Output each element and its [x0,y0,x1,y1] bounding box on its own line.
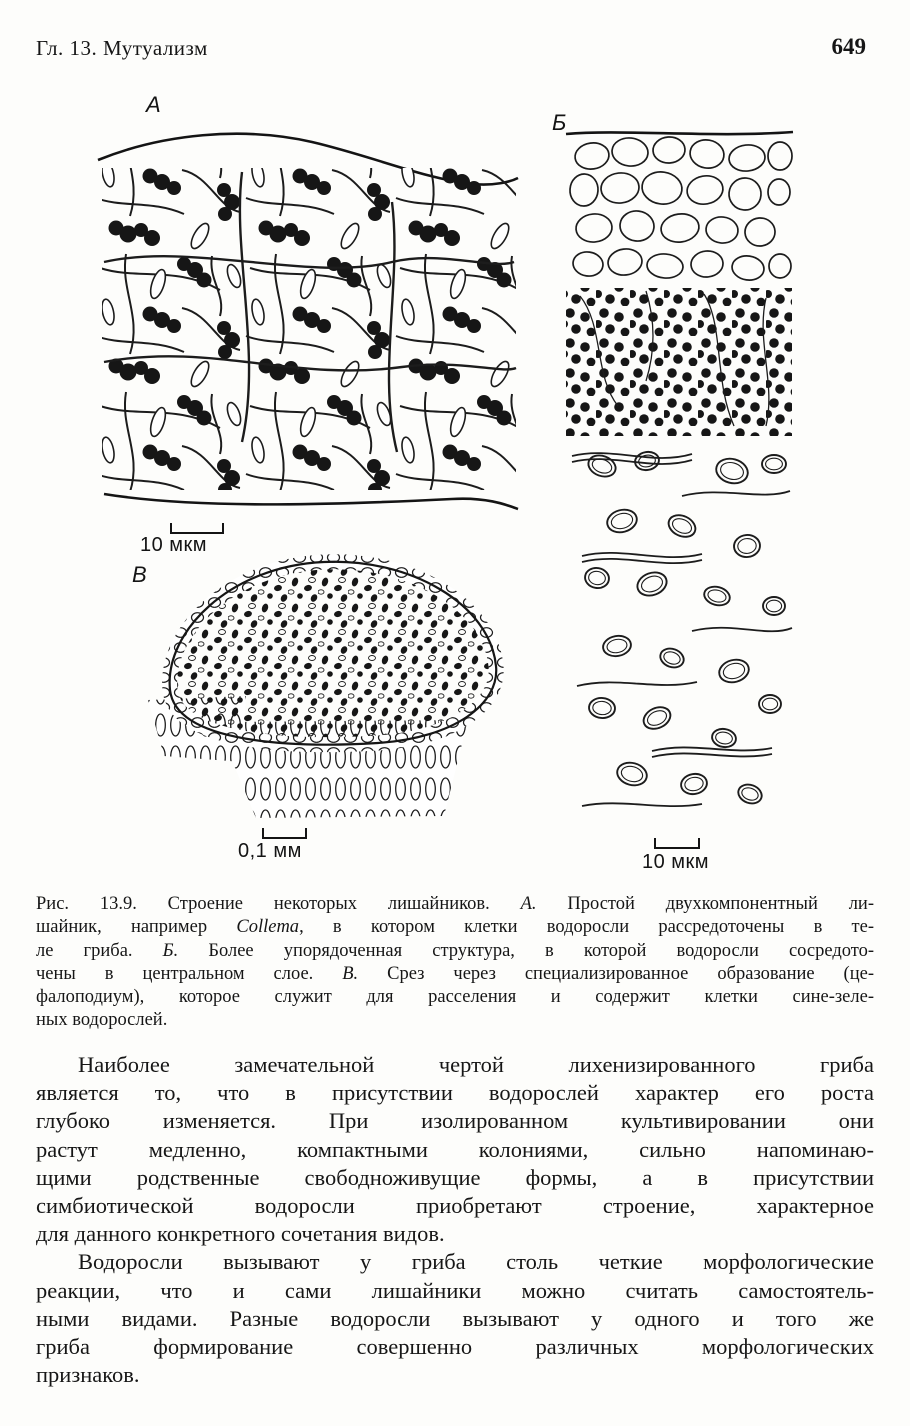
scale-bar-v [262,828,307,839]
text-line: гриба формирование совершенно различных морфологических [36,1334,874,1360]
panel-a-illustration [92,112,527,522]
caption-line: чены в центральном слое. В. Срез через специализированное образование (це- [36,963,874,984]
panel-v-dome [170,562,497,745]
text-line: Водоросли вызывают у гриба столь четкие морфологические [78,1249,874,1275]
text-line: для данного конкретного сочетания видов. [36,1221,445,1247]
text-line: симбиотической водоросли приобретают строение, характерное [36,1193,874,1219]
running-header-chapter: Гл. 13. Мутуализм [36,36,208,60]
text-line: Наиболее замечательной чертой лихенизированного гриба [78,1052,874,1077]
body-text [36,1051,874,1389]
panel-v-illustration [138,550,528,828]
panel-b-label: Б [552,110,567,135]
text-line: признаков. [36,1362,140,1388]
text-line: растут медленно, компактными колониями, сильно напоминаю- [36,1136,874,1162]
scale-bar-b [654,838,700,849]
paragraph-1 [36,1051,874,1248]
caption-line: ных водорослей. [36,1010,168,1031]
page-number: 649 [831,34,866,59]
text-line: является то, что в присутствии водорослей характер его роста [36,1080,874,1106]
text-line: реакции, что и сами лишайники можно считать самостоятель- [36,1277,874,1303]
scale-bar-b-label: 10 мкм [642,851,710,873]
scale-bar-v-label: 0,1 мм [238,840,302,862]
panel-b-cortex-cells [569,136,792,282]
caption-line: фалоподиум), которое служит для расселения и содержит клетки сине-зеле- [36,987,874,1008]
figure-13-9 [0,90,910,890]
text-line: глубоко изменяется. При изолированном культивировании они [36,1108,874,1134]
panel-v-label: В [132,562,147,587]
text-line: щими родственные свободноживущие формы, а в присутствии [36,1164,874,1190]
panel-b-medulla [572,450,792,807]
scale-bar-a-label: 10 мкм [140,534,208,556]
caption-line: Рис. 13.9. Строение некоторых лишайников. А. Простой двухкомпонентный ли- [36,894,874,914]
panel-b-illustration [562,126,797,830]
paragraph-2 [36,1248,874,1389]
figure-caption [36,893,874,1033]
caption-line: ле гриба. Б. Более упорядоченная структура, в которой водоросли сосредото- [36,940,874,961]
panel-b-algal-layer [566,288,792,436]
scale-bar-a [170,523,224,534]
text-line: ными видами. Разные водоросли вызывают у одного и того же [36,1305,874,1331]
panel-a-label: А [146,92,161,117]
caption-line: шайник, например Collema, в котором клетки водоросли рассредоточены в те- [36,917,875,938]
